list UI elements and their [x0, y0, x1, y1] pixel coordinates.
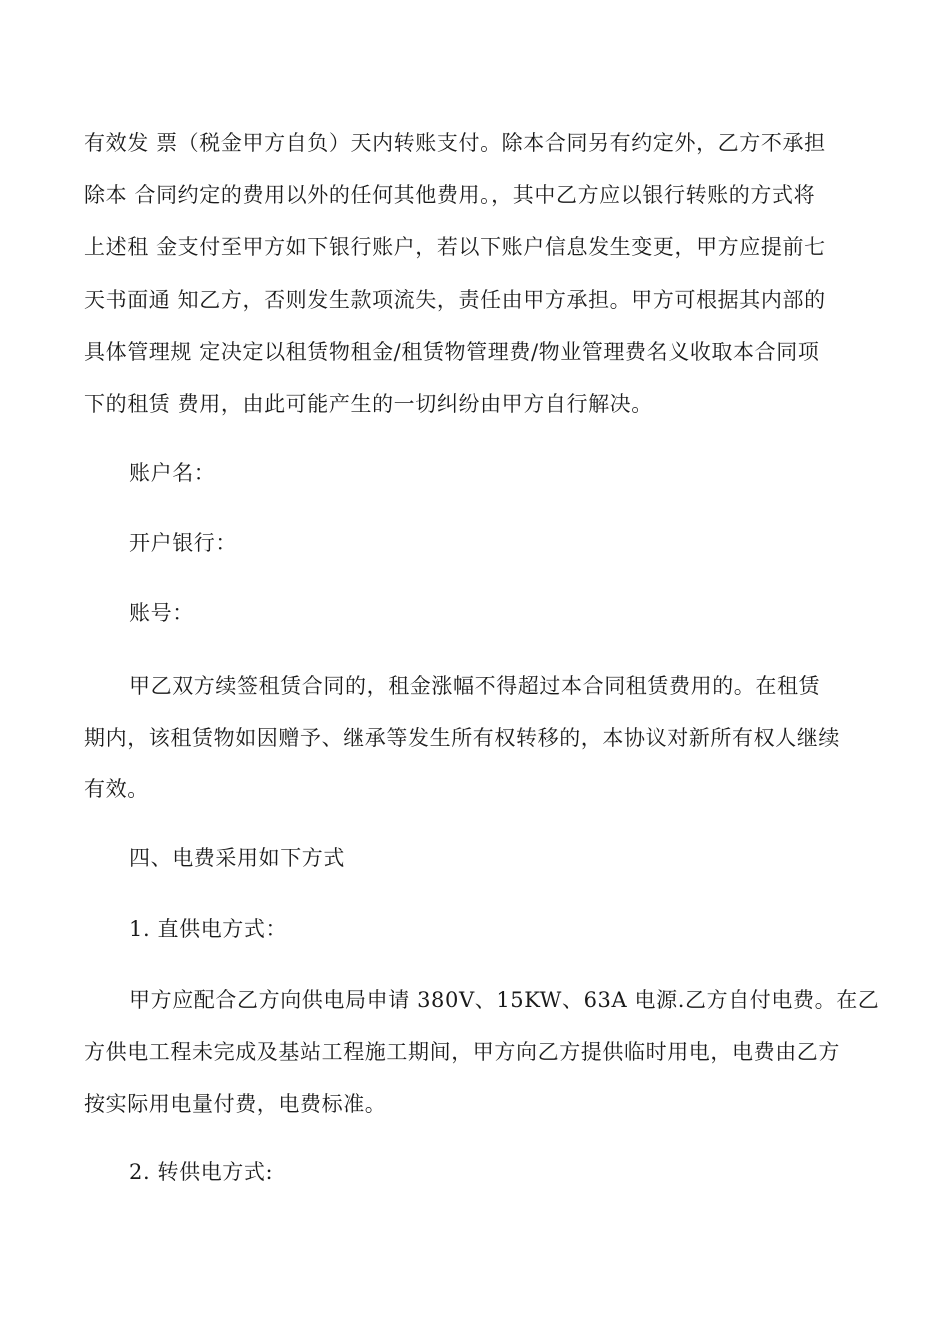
paragraph-line: 天书面通 知乙方，否则发生款项流失，责任由甲方承担。甲方可根据其内部的: [84, 288, 826, 312]
item-heading: 2. 转供电方式:: [129, 1160, 274, 1184]
paragraph-line: 上述租 金支付至甲方如下银行账户，若以下账户信息发生变更，甲方应提前七: [84, 235, 826, 259]
paragraph-line: 甲方应配合乙方向供电局申请 380V、15KW、63A 电源.乙方自付电费。在乙: [129, 988, 880, 1012]
paragraph-line: 有效。: [84, 777, 149, 801]
paragraph-line: 有效发 票（税金甲方自负）天内转账支付。除本合同另有约定外，乙方不承担: [84, 131, 826, 155]
paragraph-line: 除本 合同约定的费用以外的任何其他费用。，其中乙方应以银行转账的方式将: [84, 183, 816, 207]
paragraph-line: 方供电工程未完成及基站工程施工期间，甲方向乙方提供临时用电，电费由乙方: [84, 1040, 840, 1064]
paragraph-line: 下的租赁 费用，由此可能产生的一切纠纷由甲方自行解决。: [84, 392, 653, 416]
item-heading: 1. 直供电方式：: [129, 917, 288, 941]
paragraph-line: 具体管理规 定决定以租赁物租金/租赁物管理费/物业管理费名义收取本合同项: [84, 340, 820, 364]
account-number-label: 账号：: [129, 601, 194, 625]
paragraph-line: 期内，该租赁物如因赠予、继承等发生所有权转移的，本协议对新所有权人继续: [84, 726, 840, 750]
paragraph-line: 按实际用电量付费，电费标准。: [84, 1092, 387, 1116]
paragraph-line: 甲乙双方续签租赁合同的，租金涨幅不得超过本合同租赁费用的。在租赁: [129, 674, 821, 698]
account-name-label: 账户名：: [129, 461, 216, 485]
bank-label: 开户银行：: [129, 531, 237, 555]
section-heading: 四、电费采用如下方式: [129, 846, 345, 870]
